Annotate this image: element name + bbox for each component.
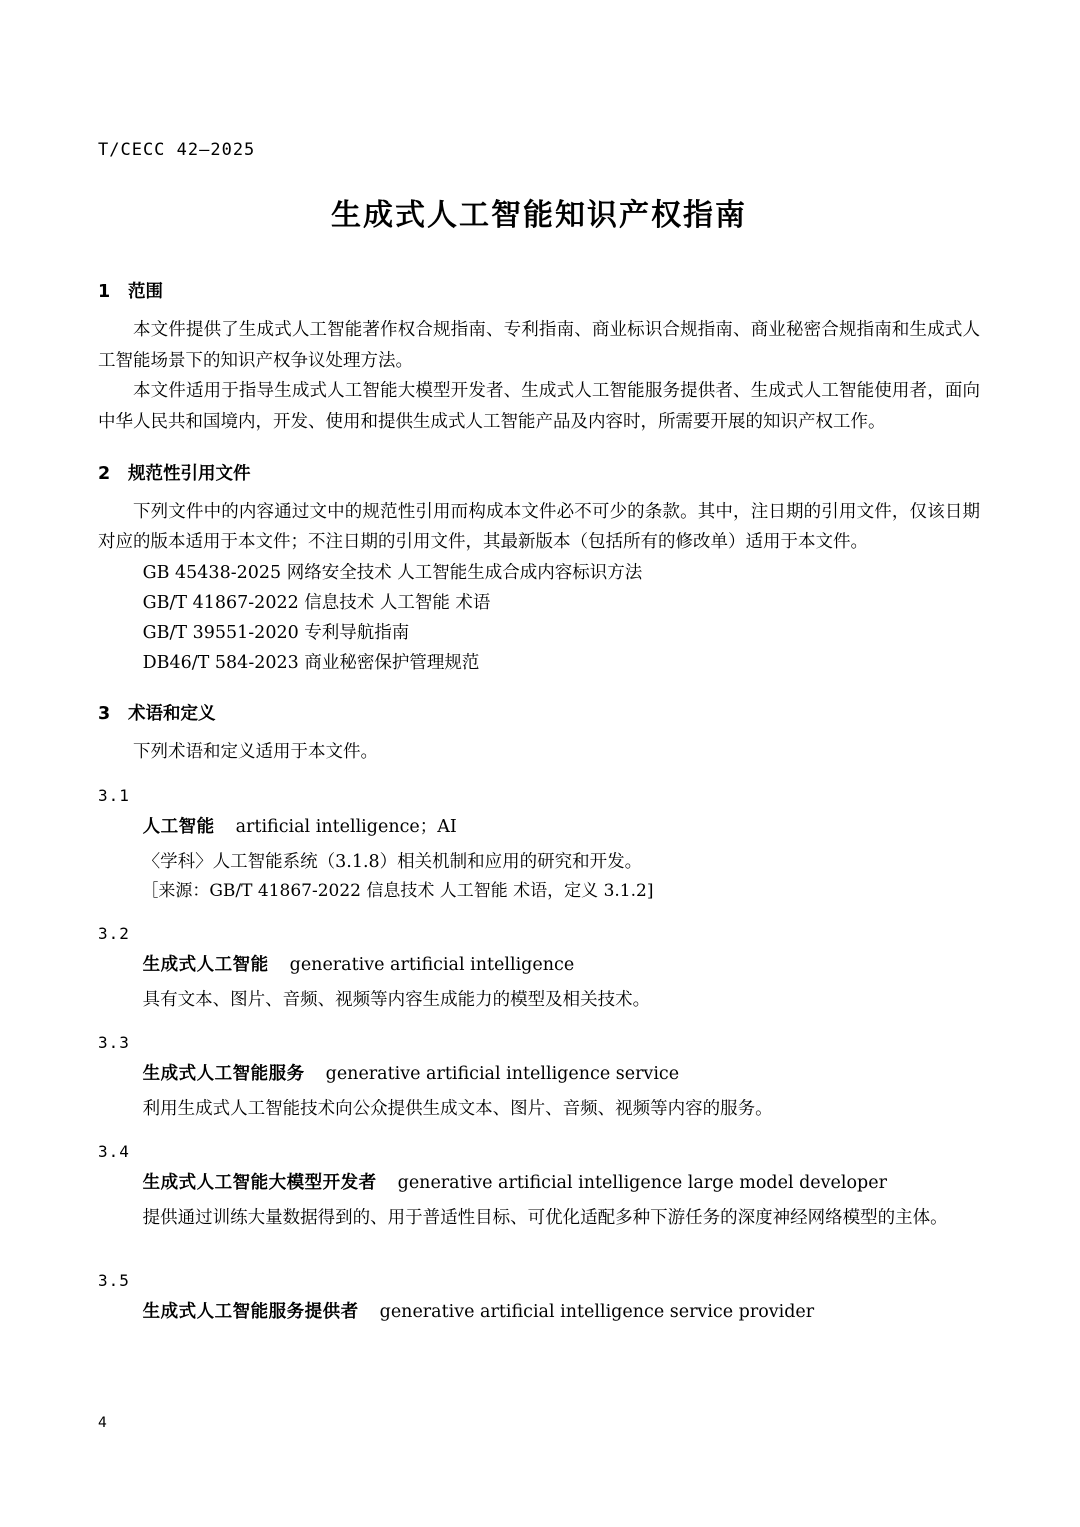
- section-title-3: 术语和定义: [128, 704, 216, 725]
- term-name-en: artificial intelligence；AI: [235, 816, 457, 837]
- term-number: 3.2: [98, 924, 130, 944]
- page-number: 4: [98, 1415, 107, 1431]
- term-name: [98, 1169, 980, 1197]
- term-number: 3.5: [98, 1271, 130, 1291]
- term-number: 3.1: [98, 785, 130, 805]
- section-number-1: 1: [98, 282, 111, 302]
- term-name-en: generative artificial intelligence service provider: [379, 1302, 815, 1323]
- section-heading-1: [98, 278, 980, 303]
- term-name-cn: 生成式人工智能: [142, 955, 269, 976]
- section-number-2: 2: [98, 463, 111, 484]
- term-name-cn: 生成式人工智能服务: [142, 1064, 305, 1085]
- section-1-paragraph-1: 本文件提供了生成式人工智能著作权合规指南、专利指南、商业标识合规指南、商业秘密合规指南和生成式人工智能场景下的知识产权争议处理方法。: [98, 320, 980, 371]
- section-heading-3: [98, 700, 980, 725]
- term-name-en: generative artificial intelligence service: [325, 1064, 680, 1085]
- reference-item: GB/T 41867-2022 信息技术 人工智能 术语: [142, 592, 491, 613]
- term-definition: 利用生成式人工智能技术向公众提供生成文本、图片、音频、视频等内容的服务。: [142, 1099, 773, 1120]
- page-title: 生成式人工智能知识产权指南: [331, 198, 747, 233]
- section-title-1: 范围: [128, 282, 163, 302]
- term-source: ［来源：GB/T 41867-2022 信息技术 人工智能 术语，定义 3.1.2]: [141, 880, 654, 901]
- term-name-en: generative artificial intelligence large model developer: [397, 1173, 887, 1194]
- term-name-cn: 生成式人工智能服务提供者: [142, 1302, 359, 1323]
- term-definition: 提供通过训练大量数据得到的、用于普适性目标、可优化适配多种下游任务的深度神经网络模型的主体。: [142, 1208, 948, 1229]
- term-name-cn: 生成式人工智能大模型开发者: [142, 1173, 377, 1194]
- term-name: [98, 951, 980, 979]
- term-name: [98, 813, 980, 841]
- term-name-cn: 人工智能: [142, 816, 215, 837]
- section-heading-2: [98, 460, 980, 485]
- section-title-2: 规范性引用文件: [128, 463, 251, 484]
- term-name: [98, 1060, 980, 1088]
- section-3-paragraph-1: 下列术语和定义适用于本文件。: [133, 742, 378, 763]
- reference-item: GB 45438-2025 网络安全技术 人工智能生成合成内容标识方法: [142, 562, 643, 583]
- reference-item: DB46/T 584-2023 商业秘密保护管理规范: [142, 653, 480, 674]
- standard-code-header: T/CECC 42—2025: [98, 140, 256, 160]
- term-definition: 具有文本、图片、音频、视频等内容生成能力的模型及相关技术。: [142, 990, 651, 1011]
- term-number: 3.4: [98, 1142, 130, 1162]
- section-1-paragraph-2: 本文件适用于指导生成式人工智能大模型开发者、生成式人工智能服务提供者、生成式人工智能使用者，面向中华人民共和国境内，开发、使用和提供生成式人工智能产品及内容时，所需要开展的知识产权工作。: [98, 381, 980, 432]
- term-number: 3.3: [98, 1033, 130, 1053]
- section-number-3: 3: [98, 704, 111, 725]
- reference-item: GB/T 39551-2020 专利导航指南: [142, 622, 410, 643]
- term-definition: 〈学科〉人工智能系统（3.1.8）相关机制和应用的研究和开发。: [142, 851, 643, 872]
- term-name: [98, 1298, 980, 1326]
- section-2-paragraph-1: 下列文件中的内容通过文中的规范性引用而构成本文件必不可少的条款。其中，注日期的引用文件，仅该日期对应的版本适用于本文件；不注日期的引用文件，其最新版本（包括所有的修改单）适用于本文件。: [98, 501, 980, 553]
- term-name-en: generative artificial intelligence: [289, 955, 575, 976]
